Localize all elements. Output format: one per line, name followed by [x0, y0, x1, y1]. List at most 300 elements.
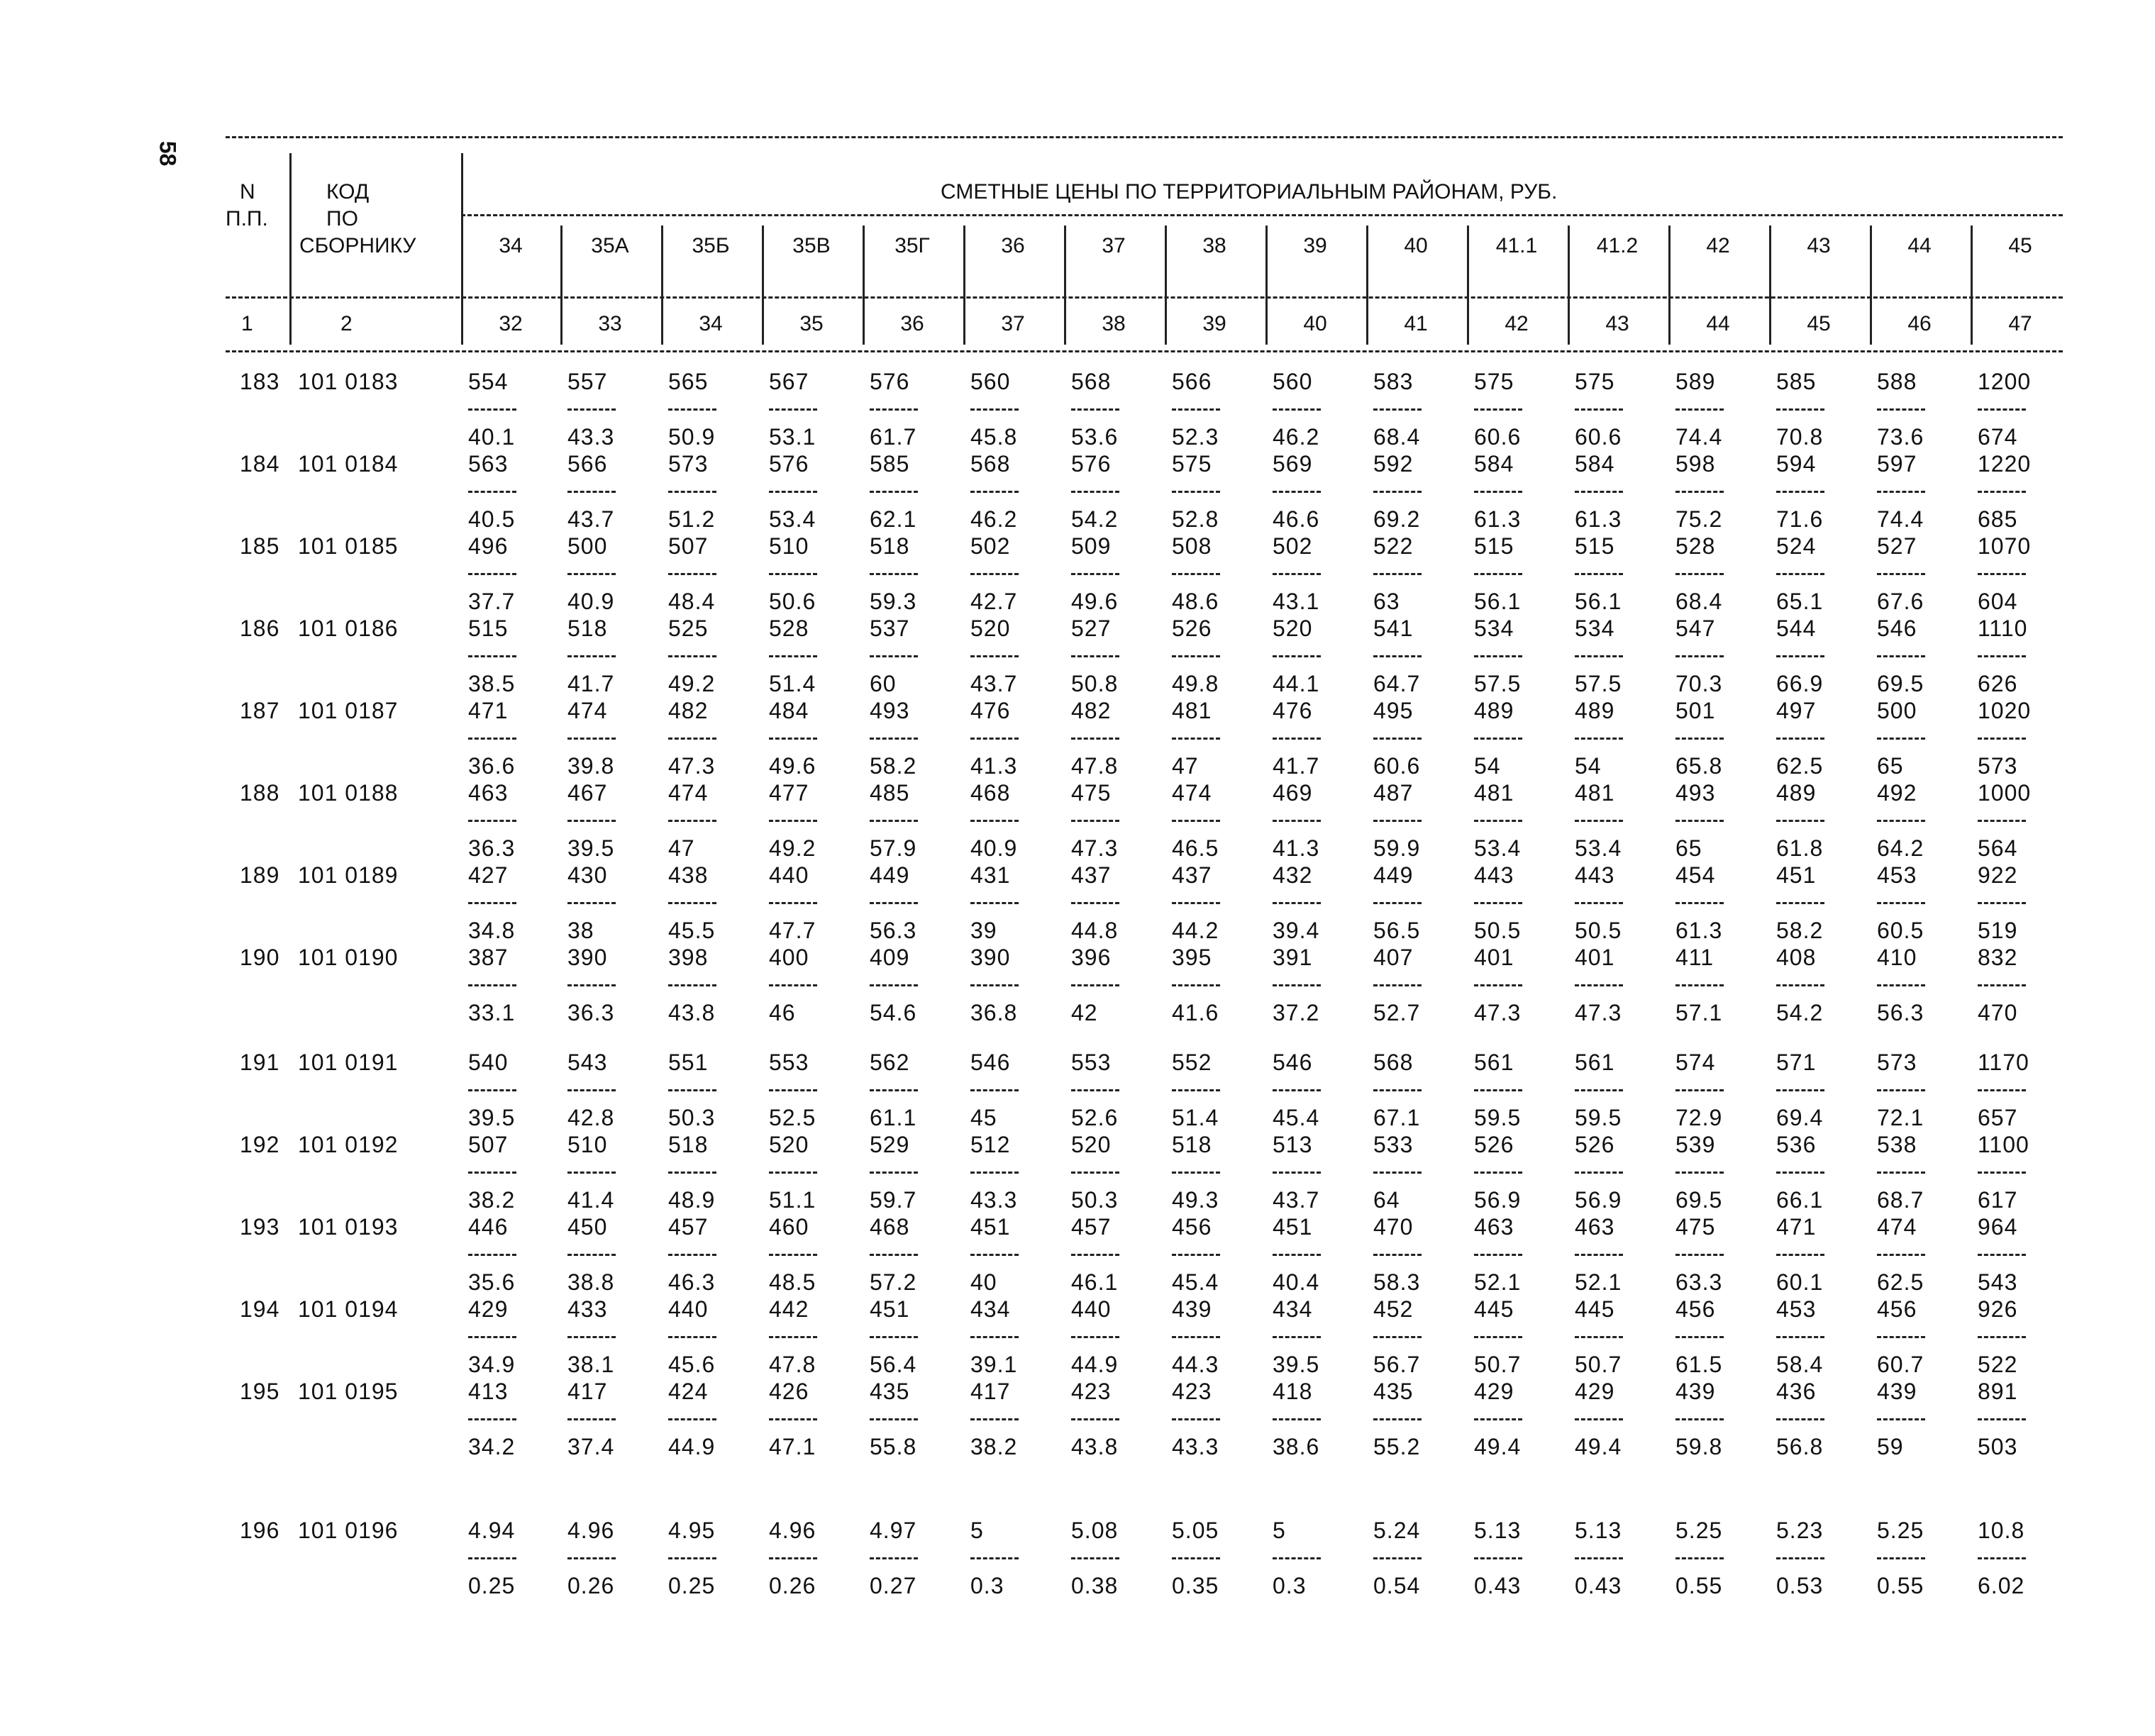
fraction-bar	[769, 820, 817, 822]
fraction-bar	[1575, 902, 1623, 904]
district-column-header: 35А	[591, 234, 629, 257]
fraction-bar	[1776, 1418, 1824, 1420]
price-value: 571	[1776, 1050, 1817, 1075]
price-value: 400	[769, 945, 809, 970]
column-index: 33	[598, 312, 622, 335]
header-divider	[1064, 226, 1066, 345]
wage-value: 74.4	[1675, 424, 1723, 450]
price-value: 1070	[1978, 533, 2032, 559]
price-value: 567	[769, 369, 809, 394]
fraction-bar	[1877, 1089, 1925, 1091]
price-value: 439	[1675, 1379, 1716, 1404]
price-value: 560	[1273, 369, 1313, 394]
fraction-bar	[1575, 655, 1623, 657]
price-value: 1020	[1978, 698, 2032, 723]
fraction-bar	[1172, 1418, 1220, 1420]
price-value: 507	[668, 533, 709, 559]
price-value: 401	[1575, 945, 1615, 970]
fraction-bar	[1978, 1254, 2026, 1256]
wage-value: 47.8	[769, 1352, 816, 1377]
wage-value: 0.55	[1877, 1573, 1924, 1598]
fraction-bar	[1273, 738, 1321, 740]
price-value: 1110	[1978, 616, 2028, 641]
fraction-bar	[1172, 902, 1220, 904]
wage-value: 54.2	[1071, 506, 1119, 532]
price-value: 922	[1978, 862, 2018, 888]
price-value: 539	[1675, 1132, 1716, 1157]
header-divider	[1870, 226, 1872, 345]
wage-value: 674	[1978, 424, 2018, 450]
fraction-bar	[1776, 655, 1824, 657]
price-value: 568	[1071, 369, 1112, 394]
item-code: 101 0190	[298, 945, 399, 970]
wage-value: 39.8	[567, 753, 615, 779]
price-value: 497	[1776, 698, 1817, 723]
price-value: 5.24	[1373, 1518, 1421, 1543]
price-value: 520	[769, 1132, 809, 1157]
price-value: 576	[870, 369, 910, 394]
wage-value: 62.5	[1877, 1269, 1924, 1295]
fraction-bar	[668, 1172, 716, 1174]
fraction-bar	[1172, 984, 1220, 986]
wage-value: 38.8	[567, 1269, 615, 1295]
price-value: 5.13	[1575, 1518, 1622, 1543]
sborniku-label: СБОРНИКУ	[299, 234, 416, 257]
wage-value: 56.8	[1776, 1434, 1824, 1459]
wage-value: 72.9	[1675, 1105, 1723, 1130]
wage-value: 52.6	[1071, 1105, 1119, 1130]
wage-value: 41.7	[1273, 753, 1320, 779]
wage-value: 522	[1978, 1352, 2018, 1377]
fraction-bar	[468, 655, 516, 657]
fraction-bar	[1776, 820, 1824, 822]
wage-value: 47.7	[769, 918, 816, 943]
wage-value: 40.9	[567, 589, 615, 614]
price-value: 515	[1575, 533, 1615, 559]
price-value: 576	[769, 451, 809, 477]
price-value: 449	[870, 862, 910, 888]
fraction-bar	[1273, 1336, 1321, 1338]
fraction-bar	[1877, 573, 1925, 575]
price-value: 433	[567, 1296, 608, 1322]
price-value: 440	[769, 862, 809, 888]
wage-value: 44.1	[1273, 671, 1320, 696]
fraction-bar	[468, 1172, 516, 1174]
price-value: 561	[1474, 1050, 1514, 1075]
fraction-bar	[567, 738, 616, 740]
price-value: 557	[567, 369, 608, 394]
fraction-bar	[668, 902, 716, 904]
price-value: 436	[1776, 1379, 1817, 1404]
wage-value: 67.1	[1373, 1105, 1421, 1130]
fraction-bar	[468, 1089, 516, 1091]
price-value: 487	[1373, 780, 1414, 806]
fraction-bar	[1172, 408, 1220, 411]
price-value: 566	[1172, 369, 1212, 394]
wage-value: 36.3	[468, 835, 516, 861]
wage-value: 49.3	[1172, 1187, 1219, 1213]
fraction-bar	[1373, 1172, 1422, 1174]
price-value: 401	[1474, 945, 1514, 970]
wage-value: 0.53	[1776, 1573, 1824, 1598]
price-value: 426	[769, 1379, 809, 1404]
wage-value: 46	[769, 1000, 796, 1025]
price-value: 518	[567, 616, 608, 641]
fraction-bar	[870, 1336, 918, 1338]
wage-value: 49.2	[769, 835, 816, 861]
price-value: 398	[668, 945, 709, 970]
price-value: 534	[1474, 616, 1514, 641]
fraction-bar	[1474, 984, 1522, 986]
price-value: 4.96	[769, 1518, 816, 1543]
wage-value: 543	[1978, 1269, 2018, 1295]
price-value: 418	[1273, 1379, 1313, 1404]
fraction-bar	[1877, 1557, 1925, 1559]
price-value: 474	[668, 780, 709, 806]
item-code: 101 0196	[298, 1518, 399, 1543]
price-value: 427	[468, 862, 509, 888]
wage-value: 41.4	[567, 1187, 615, 1213]
wage-value: 626	[1978, 671, 2018, 696]
fraction-bar	[1675, 491, 1724, 493]
wage-value: 54.2	[1776, 1000, 1824, 1025]
wage-value: 56.3	[1877, 1000, 1924, 1025]
header-divider	[963, 226, 965, 345]
price-value: 536	[1776, 1132, 1817, 1157]
wage-value: 51.4	[769, 671, 816, 696]
fraction-bar	[1776, 1557, 1824, 1559]
wage-value: 56.3	[870, 918, 917, 943]
price-value: 468	[870, 1214, 910, 1240]
price-value: 489	[1776, 780, 1817, 806]
price-value: 437	[1172, 862, 1212, 888]
price-value: 453	[1877, 862, 1917, 888]
district-column-header: 35В	[792, 234, 831, 257]
wage-value: 59.5	[1575, 1105, 1622, 1130]
wage-value: 470	[1978, 1000, 2018, 1025]
fraction-bar	[1474, 1254, 1522, 1256]
wage-value: 38.5	[468, 671, 516, 696]
fraction-bar	[1575, 1557, 1623, 1559]
price-value: 522	[1373, 533, 1414, 559]
fraction-bar	[668, 738, 716, 740]
wage-value: 0.54	[1373, 1573, 1421, 1598]
fraction-bar	[1071, 1172, 1119, 1174]
item-code: 101 0183	[298, 369, 399, 394]
wage-value: 51.4	[1172, 1105, 1219, 1130]
wage-value: 38.6	[1273, 1434, 1320, 1459]
fraction-bar	[1474, 1557, 1522, 1559]
price-value: 451	[1273, 1214, 1313, 1240]
price-value: 439	[1172, 1296, 1212, 1322]
price-value: 387	[468, 945, 509, 970]
fraction-bar	[1474, 1418, 1522, 1420]
item-number: 191	[240, 1050, 280, 1075]
pp-label: П.П.	[226, 207, 268, 230]
wage-value: 57.9	[870, 835, 917, 861]
wage-value: 60.5	[1877, 918, 1924, 943]
price-value: 1200	[1978, 369, 2032, 394]
wage-value: 68.4	[1675, 589, 1723, 614]
price-value: 442	[769, 1296, 809, 1322]
wage-value: 40	[970, 1269, 997, 1295]
wage-value: 44.8	[1071, 918, 1119, 943]
district-column-header: 41.1	[1495, 234, 1538, 257]
wage-value: 48.9	[668, 1187, 716, 1213]
header-top-rule	[226, 136, 2063, 138]
price-value: 515	[468, 616, 509, 641]
wage-value: 44.2	[1172, 918, 1219, 943]
fraction-bar	[1071, 573, 1119, 575]
price-value: 597	[1877, 451, 1917, 477]
wage-value: 40.4	[1273, 1269, 1320, 1295]
price-value: 575	[1575, 369, 1615, 394]
fraction-bar	[1071, 1089, 1119, 1091]
fraction-bar	[1373, 1254, 1422, 1256]
fraction-bar	[468, 820, 516, 822]
item-number: 185	[240, 533, 280, 559]
wage-value: 0.38	[1071, 1573, 1119, 1598]
fraction-bar	[1877, 1254, 1925, 1256]
item-number: 194	[240, 1296, 280, 1322]
fraction-bar	[1172, 1336, 1220, 1338]
price-value: 453	[1776, 1296, 1817, 1322]
wage-value: 47	[1172, 753, 1199, 779]
fraction-bar	[769, 573, 817, 575]
price-value: 520	[1071, 1132, 1112, 1157]
price-value: 474	[567, 698, 608, 723]
header-divider	[661, 226, 663, 345]
header-divider	[1971, 226, 1973, 345]
price-value: 390	[567, 945, 608, 970]
fraction-bar	[1675, 1254, 1724, 1256]
wage-value: 70.3	[1675, 671, 1723, 696]
district-column-header: 36	[1001, 234, 1025, 257]
wage-value: 0.43	[1474, 1573, 1522, 1598]
fraction-bar	[468, 1254, 516, 1256]
wage-value: 64	[1373, 1187, 1400, 1213]
price-value: 471	[1776, 1214, 1817, 1240]
price-value: 410	[1877, 945, 1917, 970]
price-value: 560	[970, 369, 1011, 394]
price-value: 513	[1273, 1132, 1313, 1157]
fraction-bar	[468, 1336, 516, 1338]
wage-value: 61.7	[870, 424, 917, 450]
price-value: 5.25	[1675, 1518, 1723, 1543]
wage-value: 46.6	[1273, 506, 1320, 532]
wage-value: 50.7	[1575, 1352, 1622, 1377]
wage-value: 56.1	[1474, 589, 1522, 614]
wage-value: 44.3	[1172, 1352, 1219, 1377]
fraction-bar	[567, 1254, 616, 1256]
fraction-bar	[1675, 1557, 1724, 1559]
price-value: 450	[567, 1214, 608, 1240]
fraction-bar	[1273, 1172, 1321, 1174]
price-value: 540	[468, 1050, 509, 1075]
wage-value: 46.2	[1273, 424, 1320, 450]
item-number: 189	[240, 862, 280, 888]
fraction-bar	[1978, 408, 2026, 411]
district-column-header: 34	[499, 234, 523, 257]
price-value: 434	[970, 1296, 1011, 1322]
fraction-bar	[668, 1418, 716, 1420]
price-value: 528	[1675, 533, 1716, 559]
price-value: 477	[769, 780, 809, 806]
fraction-bar	[870, 902, 918, 904]
fraction-bar	[1877, 1172, 1925, 1174]
price-value: 481	[1172, 698, 1212, 723]
wage-value: 65.1	[1776, 589, 1824, 614]
fraction-bar	[970, 1336, 1019, 1338]
wage-value: 54	[1474, 753, 1501, 779]
wage-value: 573	[1978, 753, 2018, 779]
fraction-bar	[567, 573, 616, 575]
price-value: 411	[1675, 945, 1714, 970]
wage-value: 54	[1575, 753, 1602, 779]
wage-value: 69.4	[1776, 1105, 1824, 1130]
price-value: 594	[1776, 451, 1817, 477]
header-divider	[1265, 226, 1268, 345]
price-value: 592	[1373, 451, 1414, 477]
fraction-bar	[1575, 1172, 1623, 1174]
wage-value: 52.5	[769, 1105, 816, 1130]
fraction-bar	[1373, 1418, 1422, 1420]
wage-value: 37.2	[1273, 1000, 1320, 1025]
price-value: 4.96	[567, 1518, 615, 1543]
wage-value: 0.25	[668, 1573, 716, 1598]
fraction-bar	[468, 491, 516, 493]
price-value: 547	[1675, 616, 1716, 641]
fraction-bar	[668, 984, 716, 986]
wage-value: 41.6	[1172, 1000, 1219, 1025]
wage-value: 44.9	[1071, 1352, 1119, 1377]
price-value: 481	[1474, 780, 1514, 806]
wage-value: 55.2	[1373, 1434, 1421, 1459]
fraction-bar	[1776, 573, 1824, 575]
wage-value: 52.7	[1373, 1000, 1421, 1025]
fraction-bar	[1978, 1557, 2026, 1559]
price-value: 449	[1373, 862, 1414, 888]
wage-value: 52.1	[1474, 1269, 1522, 1295]
wage-value: 47	[668, 835, 695, 861]
fraction-bar	[1273, 984, 1321, 986]
fraction-bar	[1071, 655, 1119, 657]
wage-value: 0.27	[870, 1573, 917, 1598]
fraction-bar	[1373, 738, 1422, 740]
fraction-bar	[769, 408, 817, 411]
fraction-bar	[1978, 1172, 2026, 1174]
wage-value: 34.8	[468, 918, 516, 943]
fraction-bar	[1273, 573, 1321, 575]
price-value: 527	[1071, 616, 1112, 641]
fraction-bar	[1172, 573, 1220, 575]
wage-value: 51.2	[668, 506, 716, 532]
item-code: 101 0192	[298, 1132, 399, 1157]
price-value: 485	[870, 780, 910, 806]
fraction-bar	[970, 491, 1019, 493]
fraction-bar	[1877, 655, 1925, 657]
district-column-header: 43	[1807, 234, 1831, 257]
price-value: 468	[970, 780, 1011, 806]
wage-value: 0.26	[567, 1573, 615, 1598]
item-number: 187	[240, 698, 280, 723]
fraction-bar	[769, 902, 817, 904]
fraction-bar	[468, 902, 516, 904]
wage-value: 39.5	[1273, 1352, 1320, 1377]
header-divider	[560, 226, 563, 345]
fraction-bar	[769, 1418, 817, 1420]
fraction-bar	[1071, 1418, 1119, 1420]
fraction-bar	[1474, 655, 1522, 657]
fraction-bar	[870, 1418, 918, 1420]
wage-value: 34.9	[468, 1352, 516, 1377]
price-value: 526	[1575, 1132, 1615, 1157]
fraction-bar	[1071, 1254, 1119, 1256]
price-value: 474	[1172, 780, 1212, 806]
fraction-bar	[1776, 902, 1824, 904]
fraction-bar	[567, 984, 616, 986]
fraction-bar	[1776, 491, 1824, 493]
price-value: 544	[1776, 616, 1817, 641]
fraction-bar	[870, 738, 918, 740]
price-value: 430	[567, 862, 608, 888]
fraction-bar	[1776, 738, 1824, 740]
fraction-bar	[970, 902, 1019, 904]
price-value: 439	[1877, 1379, 1917, 1404]
fraction-bar	[1172, 738, 1220, 740]
fraction-bar	[1172, 655, 1220, 657]
wage-value: 685	[1978, 506, 2018, 532]
price-value: 510	[769, 533, 809, 559]
wage-value: 63.3	[1675, 1269, 1723, 1295]
price-value: 502	[970, 533, 1011, 559]
fraction-bar	[1675, 902, 1724, 904]
wage-value: 39.5	[468, 1105, 516, 1130]
price-value: 5.05	[1172, 1518, 1219, 1543]
wage-value: 604	[1978, 589, 2018, 614]
price-value: 451	[870, 1296, 910, 1322]
fraction-bar	[970, 1089, 1019, 1091]
price-value: 565	[668, 369, 709, 394]
price-value: 528	[769, 616, 809, 641]
fraction-bar	[970, 573, 1019, 575]
fraction-bar	[1575, 408, 1623, 411]
price-value: 5	[1273, 1518, 1286, 1543]
item-number: 192	[240, 1132, 280, 1157]
fraction-bar	[1877, 984, 1925, 986]
fraction-bar	[870, 1089, 918, 1091]
wage-value: 60	[870, 671, 897, 696]
fraction-bar	[1776, 984, 1824, 986]
fraction-bar	[870, 573, 918, 575]
column-index: 38	[1102, 312, 1126, 335]
fraction-bar	[468, 1557, 516, 1559]
fraction-bar	[769, 491, 817, 493]
fraction-bar	[1776, 1089, 1824, 1091]
price-value: 5.08	[1071, 1518, 1119, 1543]
wage-value: 36.8	[970, 1000, 1018, 1025]
price-value: 457	[668, 1214, 709, 1240]
price-value: 467	[567, 780, 608, 806]
price-value: 500	[1877, 698, 1917, 723]
column-index: 42	[1505, 312, 1529, 335]
price-value: 443	[1575, 862, 1615, 888]
column-index: 47	[2008, 312, 2032, 335]
price-value: 964	[1978, 1214, 2018, 1240]
column-index: 40	[1303, 312, 1327, 335]
fraction-bar	[1273, 1557, 1321, 1559]
price-value: 510	[567, 1132, 608, 1157]
